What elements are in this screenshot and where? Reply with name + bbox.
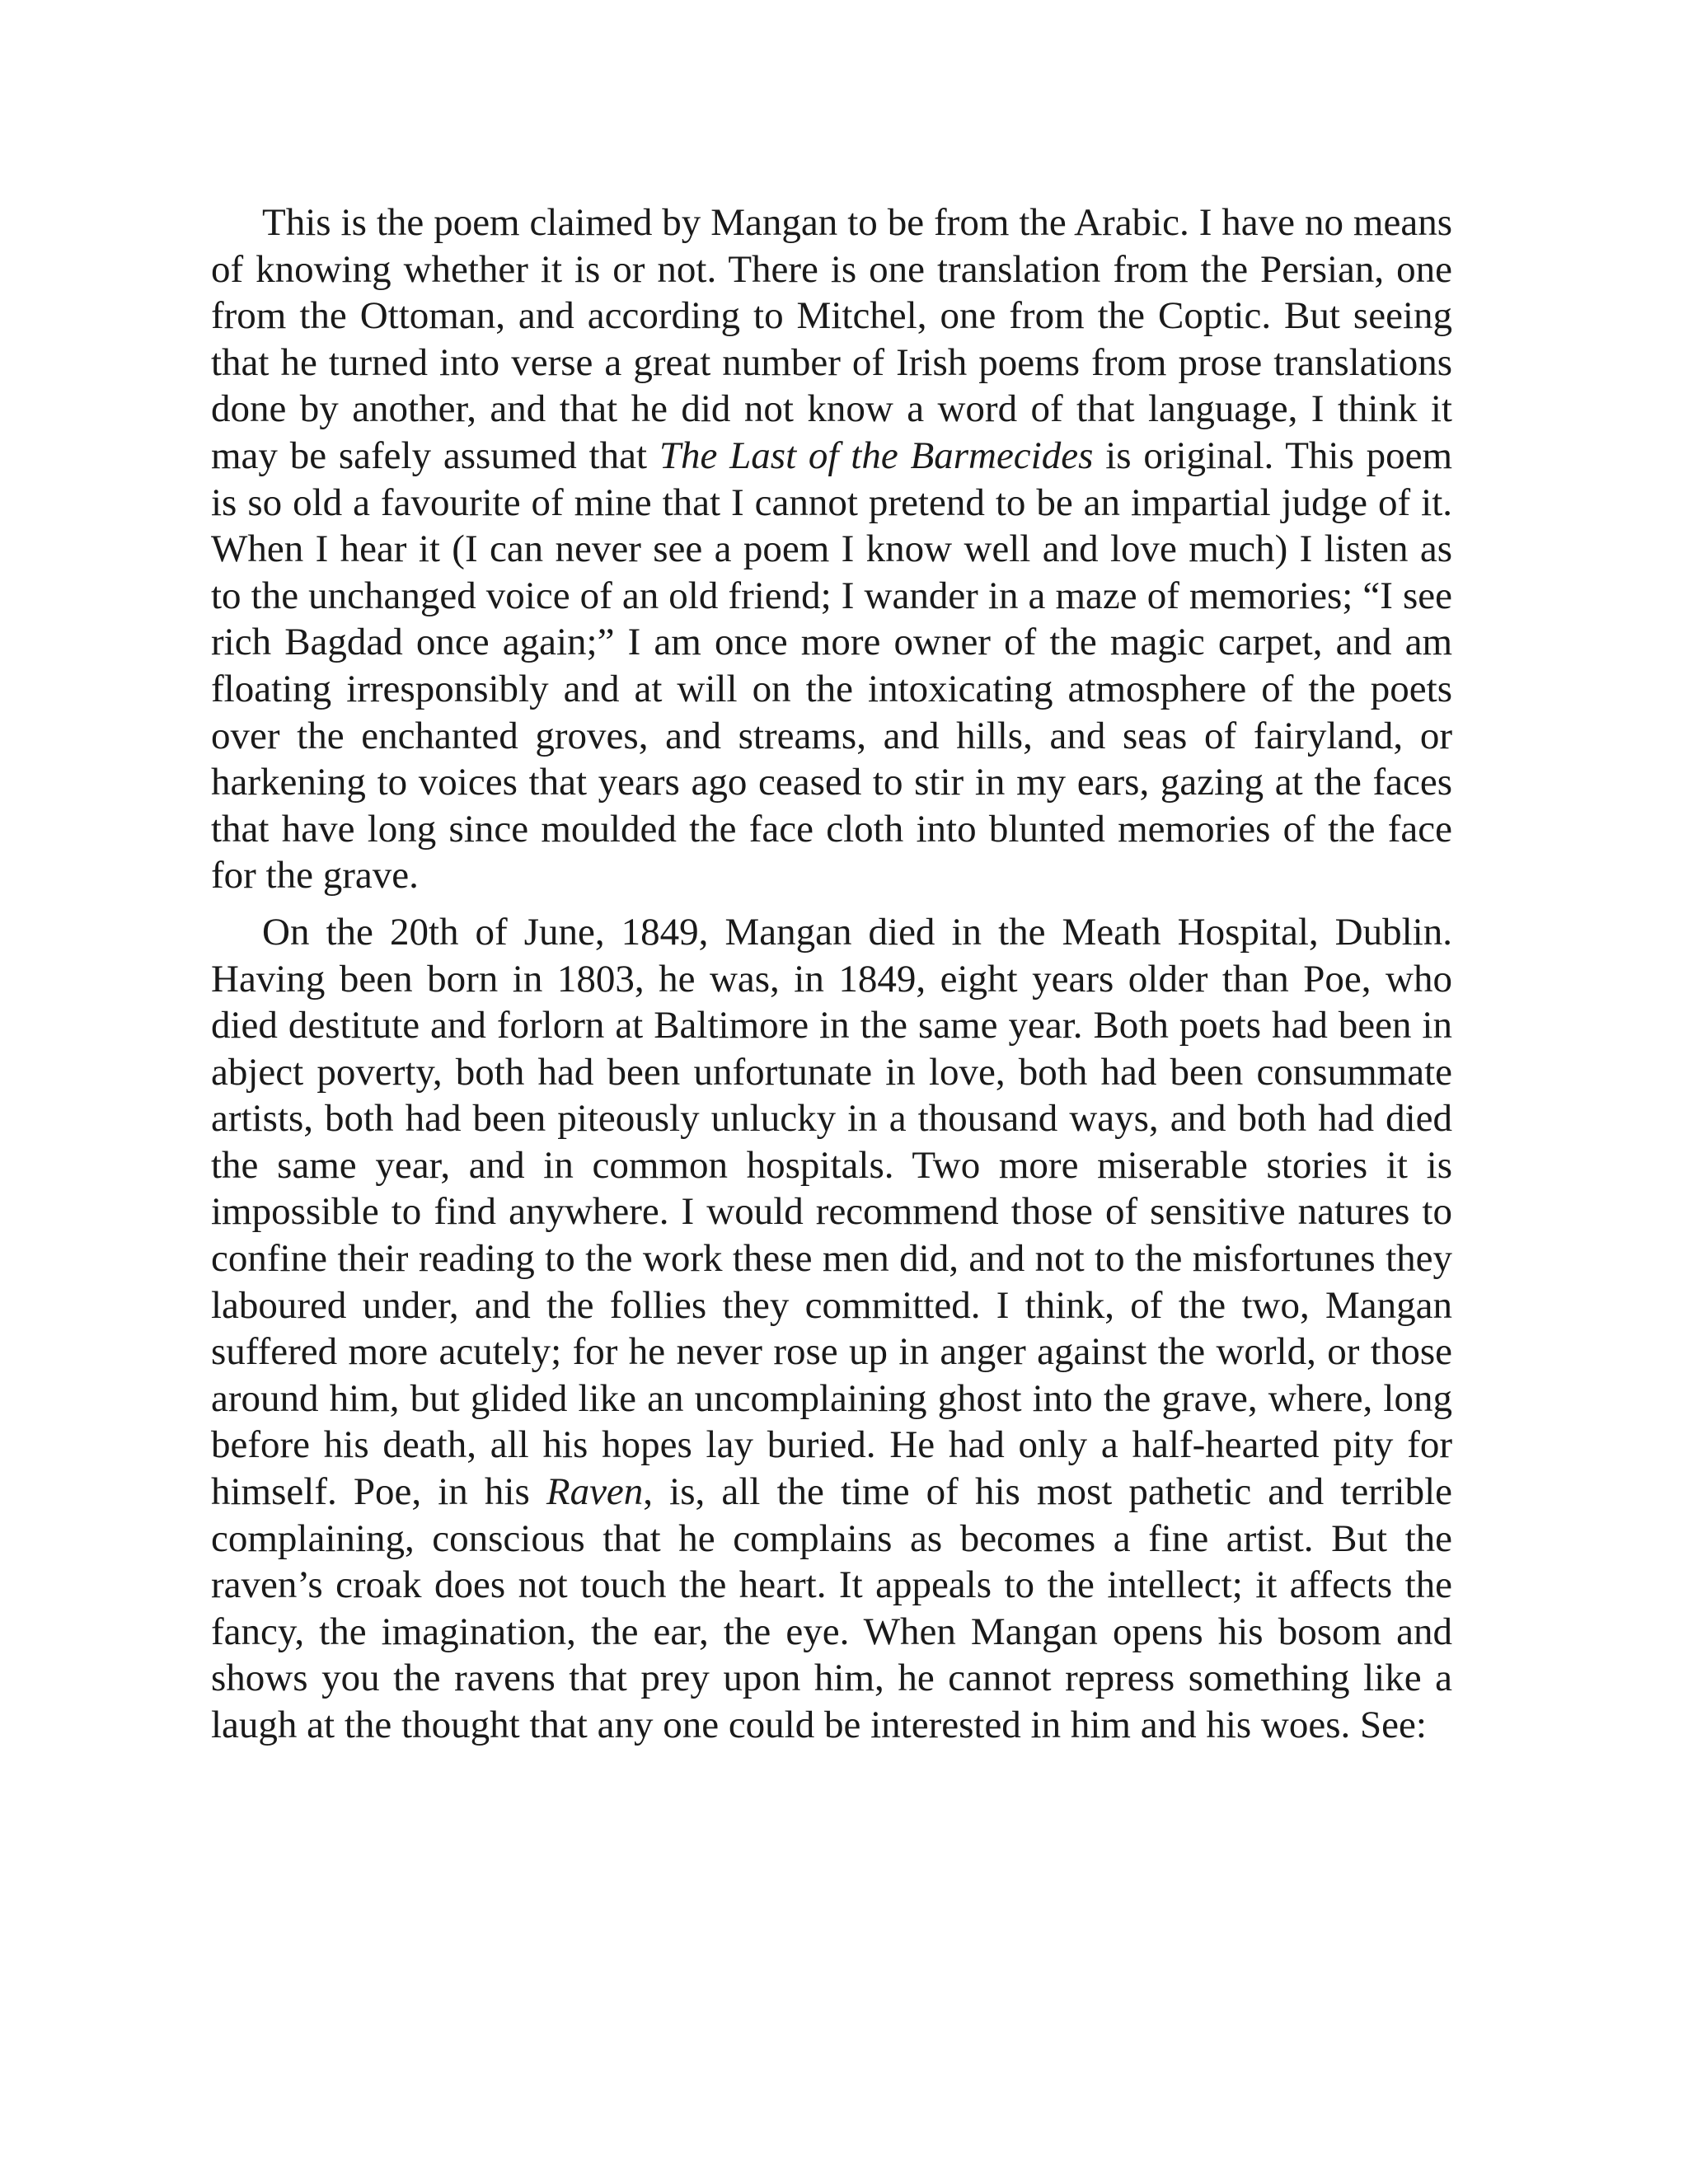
poem-title-raven: Raven [546, 1470, 644, 1514]
paragraph-text: On the 20th of June, 1849, Mangan died in the Meath Hospital, Dublin. Having been born in 1803, he was, in 1849, eight years older than Poe, who died destitute and forlorn at Baltimore in the same year. Both poets had been in abject poverty, both had been unfortunate in love, both had been consummate artists, both had been piteously unlucky in a thousand ways, and both had died the same year, and in common hospitals. Two more miserable stories it is impossible to find anywhere. I would recommend those of sensitive natures to confine their reading to the work these men did, and not to the misfortunes they laboured under, and the follies they committed. I think, of the two, Mangan suffered more acutely; for he never rose up in anger against the world, or those around him, but glided like an uncomplaining ghost into the grave, where, long before his death, all his hopes lay buried. He had only a half-hearted pity for himself. Poe, in his [211, 910, 1452, 1514]
paragraph-text: is original. This poem is so old a favourite of mine that I cannot pretend to be an impartial judge of it. When I hear it (I can never see a poem I know well and love much) I listen as to the unchanged voice of an old friend; I wander in a maze of memories; “I see rich Bagdad once again;” I am once more owner of the magic carpet, and am floating irresponsibly and at will on the intoxicating atmosphere of the poets over the enchanted groves, and streams, and hills, and seas of fairyland, or harkening to voices that years ago ceased to stir in my ears, gazing at the faces that have long since moulded the face cloth into blunted memories of the face for the grave. [211, 434, 1453, 898]
paragraph-text: , is, all the time of his most pathetic and terrible complaining, conscious that he complains as becomes a fine artist. But the raven’s croak does not touch the heart. It appeals to the intellect; it affects the fancy, the imagination, the ear, the eye. When Mangan opens his bosom and shows you the ravens that prey upon him, he cannot repress something like a laugh at the thought that any one could be interested in him and his woes. See: [211, 1470, 1452, 1746]
document-page [211, 199, 1452, 1749]
paragraph-text: This is the poem claimed by Mangan to be from the Arabic. I have no means of knowing whether it is or not. There is one translation from the Persian, one from the Ottoman, and according to Mitchel, one from the Coptic. But seeing that he turned into verse a great number of Irish poems from prose translations done by another, and that he did not know a word of that language, I think it may be safely assumed that [211, 201, 1452, 477]
poem-title-last-of-the-barmecides: The Last of the Barmecides [659, 434, 1094, 477]
paragraph-mangan-death [211, 909, 1452, 1749]
paragraph-mangan-arabic-poem [211, 199, 1452, 899]
